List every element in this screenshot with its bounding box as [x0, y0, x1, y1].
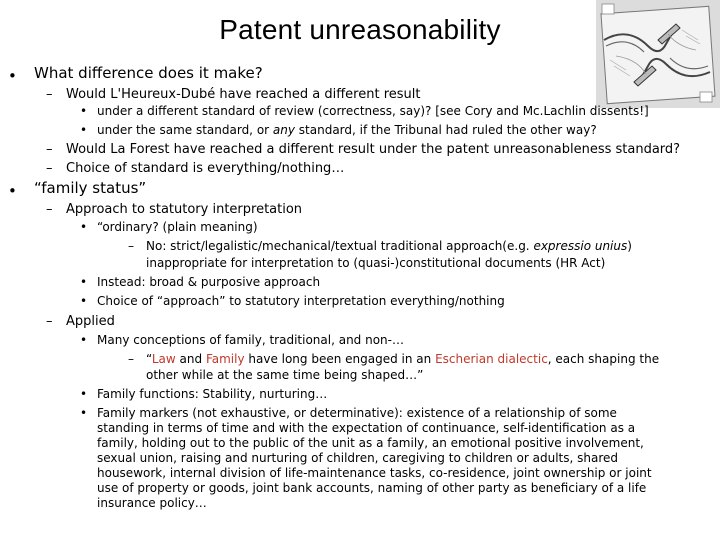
item-ordinary: “ordinary? (plain meaning) — [97, 220, 258, 234]
item-family-markers: Family markers (not exhaustive, or determinative): existence of a relationship of some — [97, 406, 617, 420]
item-escher-quote — [146, 352, 659, 367]
text-segment: under the same standard, or — [97, 123, 273, 137]
dash-marker: – — [46, 202, 53, 217]
item-functions: Family functions: Stability, nurturing… — [97, 387, 328, 401]
item-choice-approach: Choice of “approach” to statutory interpretation everything/nothing — [97, 294, 505, 308]
item-escher-quote-cont: other while at the same time being shaped…” — [146, 368, 424, 382]
bullet-marker: • — [8, 182, 17, 200]
bullet-marker: • — [80, 387, 88, 401]
slide-title: Patent unreasonability — [219, 14, 501, 45]
bullet-marker: • — [8, 67, 17, 85]
text-segment: “ — [146, 352, 152, 366]
item-family-markers-cont: family, holding out to the public of the unit as a family, an emotional positive involvement, — [97, 436, 644, 450]
text-segment: and — [175, 352, 206, 366]
dash-marker: – — [46, 161, 53, 176]
dash-marker: – — [128, 352, 134, 366]
highlight-family: Family — [205, 352, 245, 366]
item-different-standard: under a different standard of review (correctness, say)? [see Cory and Mc.Lachlin dissents!] — [97, 104, 649, 118]
item-conceptions: Many conceptions of family, traditional, and non-… — [97, 333, 404, 347]
item-family-markers-cont: housework, internal division of life-maintenance tasks, co-residence, joint ownership or joint — [97, 466, 652, 480]
emphasis-expressio-unius: expressio unius — [533, 239, 628, 253]
dash-marker: – — [46, 87, 53, 102]
bullet-marker: • — [80, 104, 88, 118]
emphasis-any: any — [272, 123, 295, 137]
item-no-strict-cont: inappropriate for interpretation to (quasi-)constitutional documents (HR Act) — [146, 256, 606, 270]
dash-marker: – — [46, 314, 53, 329]
text-segment: No: strict/legalistic/mechanical/textual traditional approach(e.g. — [146, 239, 534, 253]
item-what-difference: What difference does it make? — [34, 64, 263, 82]
item-family-markers-cont: use of property or goods, joint bank accounts, naming of other party as beneficiary of a life — [97, 481, 647, 495]
item-family-markers-cont: insurance policy… — [97, 496, 207, 510]
text-segment: ) — [627, 239, 632, 253]
item-same-standard — [97, 123, 597, 138]
item-family-markers-cont: standing in terms of time and with the expectation of continuance, self-identification as a — [97, 421, 636, 435]
dash-marker: – — [46, 142, 53, 157]
bullet-marker: • — [80, 275, 88, 289]
text-segment: , each shaping the — [547, 352, 660, 366]
bullet-marker: • — [80, 294, 88, 308]
item-lheureux-dube: Would L'Heureux-Dubé have reached a different result — [66, 87, 421, 102]
dash-marker: – — [128, 239, 134, 253]
bullet-marker: • — [80, 123, 88, 137]
item-instead: Instead: broad & purposive approach — [97, 275, 321, 289]
bullet-marker: • — [80, 220, 88, 234]
item-choice-standard: Choice of standard is everything/nothing… — [66, 161, 345, 176]
item-family-status: “family status” — [34, 179, 147, 197]
item-la-forest: Would La Forest have reached a different result under the patent unreasonableness standard? — [66, 142, 681, 157]
highlight-law: Law — [151, 352, 176, 366]
item-applied: Applied — [66, 314, 115, 329]
item-family-markers-cont: sexual union, raising and nurturing of children, caregiving to children or adults, shared — [97, 451, 619, 465]
highlight-escherian-dialectic: Escherian dialectic — [435, 352, 548, 366]
bullet-marker: • — [80, 406, 88, 420]
bullet-marker: • — [80, 333, 88, 347]
text-segment: standard, if the Tribunal had ruled the other way? — [294, 123, 597, 137]
text-segment: have long been engaged in an — [244, 352, 436, 366]
item-no-strict — [146, 239, 632, 254]
item-approach: Approach to statutory interpretation — [66, 202, 303, 217]
